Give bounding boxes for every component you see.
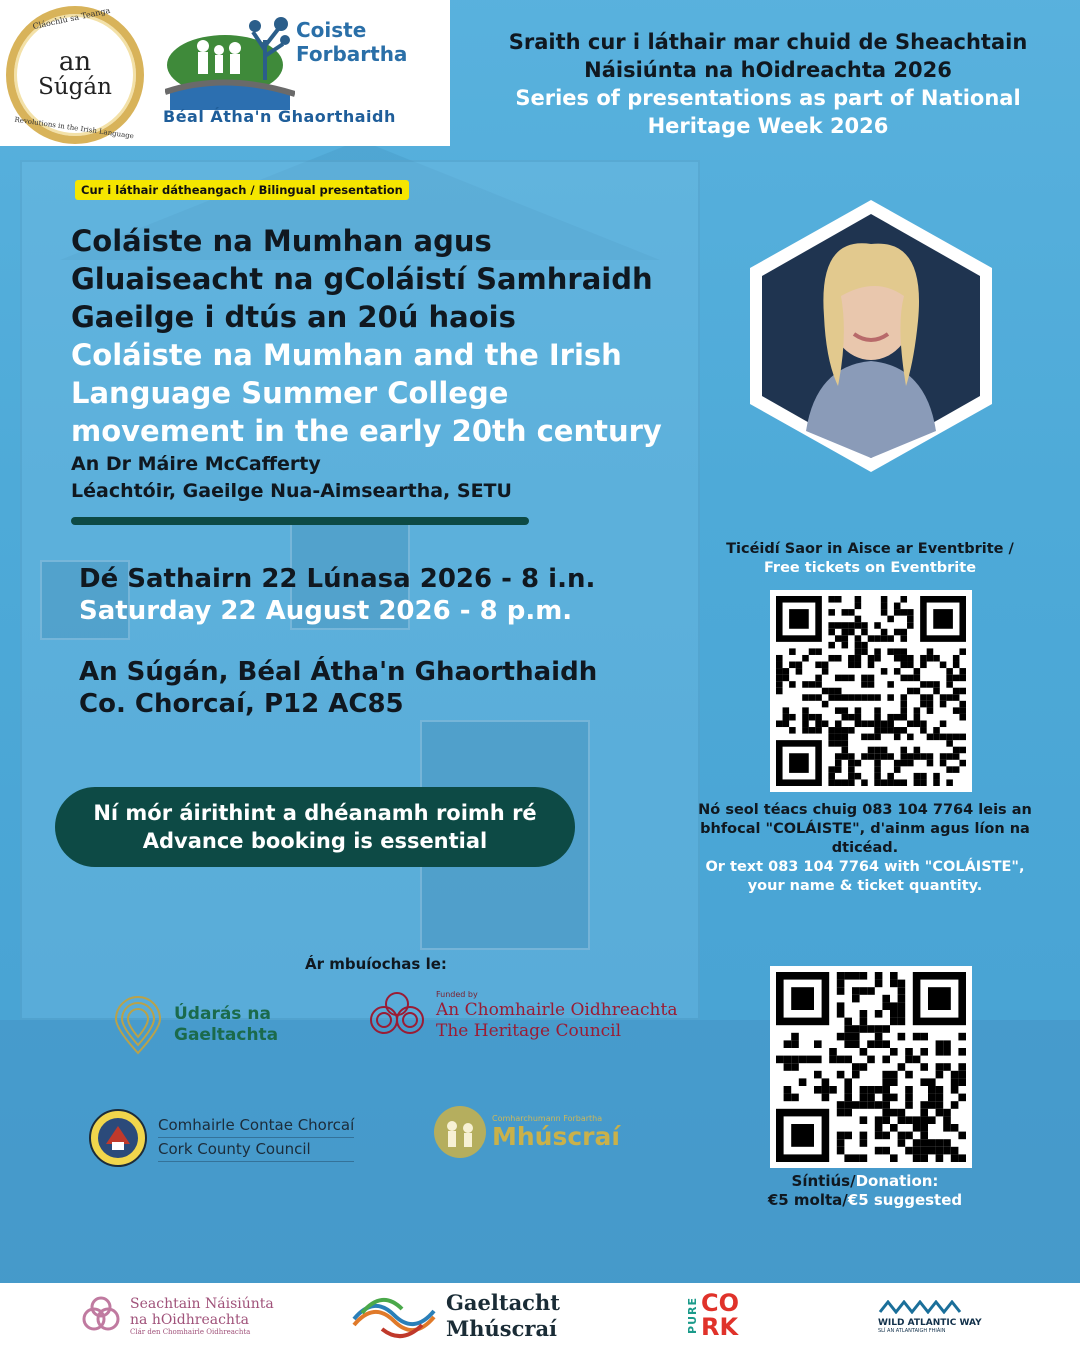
funded-by-label: Funded by [436,990,478,999]
seachtain-line1: Seachtain Náisiúnta [130,1295,274,1312]
heritage-council-logo [368,990,677,1042]
eventbrite-qr-code[interactable] [770,590,972,792]
muscrai-name: Mhúscraí [492,1122,620,1151]
gaeltacht-line2: Mhúscraí [446,1316,558,1341]
coiste-place-name: Béal Átha'n Ghaorthaidh [163,107,396,126]
sugan-ring-top-text: Cláochlú sa Teanga [31,5,111,32]
speaker-name: An Dr Máire McCafferty [71,453,321,475]
speaker-role: Léachtóir, Gaeilge Nua-Aimseartha, SETU [71,480,512,502]
event-venue [79,656,597,720]
cork-council-english: Cork County Council [158,1138,354,1162]
coiste-family-tree-icon [165,10,295,110]
donation-info [690,1172,1040,1210]
text-booking-info [690,801,1040,896]
seachtain-small: Clár den Chomhairle Oidhreachta [130,1327,251,1336]
presentation-title [71,222,671,450]
heritage-week-logo [80,1295,274,1337]
coiste-forbartha-name [296,18,407,66]
donation-qr-code[interactable] [770,966,972,1168]
title-irish: Coláiste na Mumhan agus Gluaiseacht na gColáistí Samhraidh Gaeilge i dtús an 20ú haois [71,224,653,334]
wild-atlantic-wave-icon [878,1300,968,1314]
series-heading [462,28,1074,140]
speaker-portrait [746,196,996,476]
coiste-line2: Forbartha [296,42,408,66]
divider-bar [71,517,529,525]
heritage-english: The Heritage Council [436,1021,622,1041]
booking-irish: Ní mór áirithint a dhéanamh roimh ré [93,801,537,825]
tickets-heading [690,540,1050,578]
sugan-logo-line2: Súgán [38,74,112,100]
donation-amount-english: €5 suggested [847,1191,963,1209]
pure-label: PURE [686,1296,699,1334]
event-date-irish: Dé Sathairn 22 Lúnasa 2026 - 8 i.n. [79,564,596,594]
text-info-irish: Nó seol téacs chuig 083 104 7764 leis an bhfocal "COLÁISTE", d'ainm agus líon na dticéad. [698,802,1032,856]
heritage-spiral-icon [368,990,430,1042]
sugan-logo-line1: an [58,47,92,77]
donation-label-irish: Síntiús/ [791,1172,856,1190]
cork-council-crest-icon [88,1108,148,1168]
cork-rk: RK [701,1313,739,1341]
cork-county-council-logo [88,1108,354,1168]
cork-council-irish: Comhairle Contae Chorcaí [158,1114,354,1138]
muscrai-small-text: Comharchumann Forbartha [492,1114,603,1123]
thanks-heading: Ár mbuíochas le: [305,955,447,973]
muscrai-figures-icon [432,1104,488,1160]
tickets-irish: Ticéidí Saor in Aisce ar Eventbrite / [726,541,1014,557]
tickets-english: Free tickets on Eventbrite [763,560,977,576]
waw-small: SLÍ AN ATLANTAIGH FHIÁIN [878,1328,946,1334]
heritage-irish: An Chomhairle Oidhreachta [436,1000,678,1020]
header-logo-panel [0,0,450,146]
heritage-week-spiral-icon [80,1295,122,1337]
gaeltacht-mhuscrai-logo [352,1289,560,1343]
muscrai-cooperative-logo [432,1104,620,1160]
waw-name: WILD ATLANTIC WAY [878,1318,982,1328]
venue-line1: An Súgán, Béal Átha'n Ghaorthaidh [79,657,598,687]
seachtain-line2: na hOidhreachta [130,1311,249,1328]
event-date-english: Saturday 22 August 2026 - 8 p.m. [79,596,573,626]
text-info-english: Or text 083 104 7764 with "COLÁISTE", your name & ticket quantity. [705,859,1025,894]
gaeltacht-wave-icon [352,1289,436,1343]
gaeltacht-line1: Gaeltacht [446,1290,560,1315]
udaras-logo [112,995,278,1055]
donation-label-english: Donation: [855,1172,939,1190]
udaras-line1: Údarás na [174,1004,271,1024]
series-heading-irish: Sraith cur i láthair mar chuid de Sheachtain Náisiúnta na hOidreachta 2026 [508,30,1028,82]
title-english: Coláiste na Mumhan and the Irish Language Summer College movement in the early 20th century [71,338,662,448]
sugan-ring-bottom-text: Revolutions in the Irish Language [14,115,135,141]
coiste-line1: Coiste [296,18,367,42]
booking-notice-pill [55,787,575,867]
venue-line2: Co. Chorcaí, P12 AC85 [79,689,404,719]
cork-co: CO [701,1289,740,1317]
bilingual-badge: Cur i láthair dátheangach / Bilingual presentation [75,180,409,200]
wild-atlantic-way-logo [878,1299,982,1334]
donation-amount-irish: €5 molta/ [767,1191,848,1209]
series-heading-english: Series of presentations as part of National Heritage Week 2026 [515,86,1021,138]
booking-english: Advance booking is essential [142,829,488,853]
udaras-pin-icon [112,995,164,1055]
footer-logo-strip [0,1283,1080,1350]
pure-cork-logo [686,1291,739,1339]
udaras-line2: Gaeltachta [174,1025,279,1045]
speaker-info [71,451,512,505]
